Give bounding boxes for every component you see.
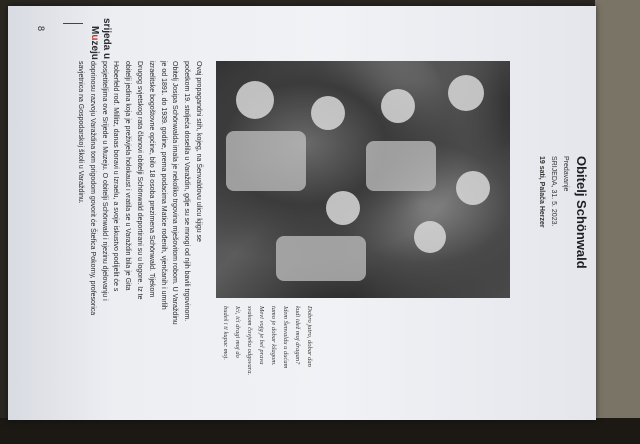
photo-figure bbox=[414, 221, 446, 253]
article-subtitle: Predavanje bbox=[562, 156, 569, 192]
body-text-line: doprinosu razvoju Varaždina tom prigodom govorit će Štefica Pokorny, profesorica bbox=[88, 61, 96, 316]
body-text-line: savjetnica na Gospodarskoj školi u Varaždinu. bbox=[77, 61, 84, 204]
body-text-line: posjetiteljima ove Srijede u Muzeju. O obitelji Schönwald i njezinu djelovanju i bbox=[100, 61, 108, 301]
desk-shadow bbox=[0, 418, 640, 444]
photo-clothing bbox=[226, 131, 306, 191]
caption-line: Ići, ići dragi moj do bbox=[234, 306, 241, 358]
caption-line: Mevi vojg je bel prava bbox=[258, 306, 265, 365]
photo-figure bbox=[326, 191, 360, 225]
srijeda-u-muzeju-logo bbox=[89, 18, 111, 60]
logo-accent-letter: u bbox=[89, 34, 100, 41]
caption-line: tamo je dobar kšagom. bbox=[270, 306, 277, 366]
header-divider bbox=[63, 23, 83, 24]
caption-line: svakom čovjeku odgovara. bbox=[246, 306, 253, 376]
photo-clothing bbox=[366, 141, 436, 191]
caption-line: kudi idež moj dragan? bbox=[294, 306, 301, 365]
photo-figure bbox=[381, 89, 415, 123]
caption-line: Idem Šenvaldu u dućam bbox=[282, 306, 289, 369]
booklet-page bbox=[8, 6, 596, 420]
body-text-line: Drugog svjetskog rata članovi obitelji Schönwald deportirani su u logore. Iz te bbox=[136, 61, 143, 300]
photo-figure bbox=[311, 96, 345, 130]
photo-figure bbox=[236, 81, 274, 119]
logo-letter-m: M bbox=[89, 26, 100, 35]
body-text-line: Obitelj Josipa Schönwalda imala je nekoliko trgovina mješovitom robom. U Varaždinu bbox=[171, 61, 179, 325]
body-text-line: Hoberfeld rođ. Millitz, danas boravi u Izraelu, a svoje iskustvo podijelit će s bbox=[112, 61, 120, 292]
logo-line-1: srijeda u bbox=[101, 18, 112, 60]
logo-line-2-end: zeju bbox=[89, 40, 100, 60]
body-text-line: obitelji jedina koja je preživjela holokaust i vratila se u Varaždin bila je Gita bbox=[124, 61, 132, 291]
event-date: SRIJEDA, 31. 5. 2023. bbox=[550, 156, 557, 227]
caption-line: budeš i ti kupac moj. bbox=[222, 306, 229, 360]
article-title: Obitelj Schönwald bbox=[574, 156, 589, 269]
caption-line: Dobro jutro, dobar dan bbox=[306, 306, 313, 367]
event-time-place: 19 sati, Palača Herzer bbox=[538, 156, 545, 228]
body-text-line: izraelitske bogoštovne općine, bilo 18 osoba prezimena Schönwald. Tijekom bbox=[147, 61, 155, 298]
body-text-line: početkom 19. stoljeća doselila u Varaždin, gdje su se mnogi od njih bavili trgovinom. bbox=[183, 61, 191, 322]
desk-background bbox=[595, 0, 640, 444]
page-number: 8 bbox=[36, 26, 46, 32]
photo-figure bbox=[448, 75, 484, 111]
body-text-line: Ovaj propagandni stih, kojeg, na Šenvaldovu ulicu kjigu se bbox=[195, 61, 202, 242]
body-text-line: je od 1891. do 1939. godine, prema podacima Matice rođenih, vjenčanih i umrlih bbox=[159, 61, 167, 310]
historical-family-photo bbox=[216, 61, 510, 298]
photo-clothing bbox=[276, 236, 366, 281]
photo-figure bbox=[456, 171, 490, 205]
logo-line-2 bbox=[89, 18, 99, 60]
